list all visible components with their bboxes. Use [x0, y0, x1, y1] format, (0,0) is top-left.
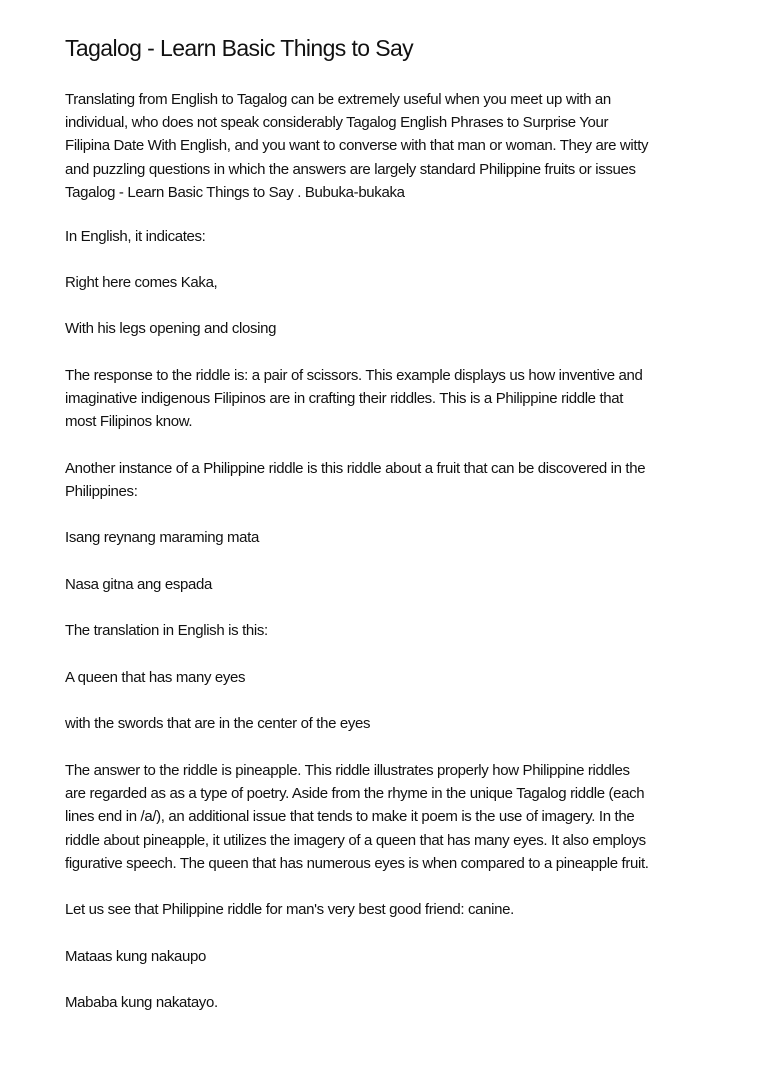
text-line: Let us see that Philippine riddle for man's very best good friend: canine. — [65, 901, 514, 918]
text-line: The translation in English is this: — [65, 622, 268, 639]
text-line: are regarded as as a type of poetry. Aside from the rhyme in the unique Tagalog riddle (each — [65, 785, 645, 803]
english-riddle-line-1 — [65, 666, 715, 689]
text-line: A queen that has many eyes — [65, 669, 246, 686]
text-line: With his legs opening and closing — [65, 320, 277, 337]
text-line: Mataas kung nakaupo — [65, 948, 206, 965]
dog-riddle-intro — [65, 898, 715, 921]
fruit-riddle-intro — [65, 457, 715, 503]
text-line: The answer to the riddle is pineapple. This riddle illustrates properly how Philippine riddles — [65, 762, 630, 779]
text-line: with the swords that are in the center of the eyes — [65, 715, 371, 732]
translation-heading — [65, 619, 715, 642]
tagalog-riddle-line-2 — [65, 573, 715, 596]
dog-riddle-line-2 — [65, 991, 715, 1014]
paragraph-in-english — [65, 225, 715, 248]
text-line: Tagalog - Learn Basic Things to Say . Bubuka-bukaka — [65, 183, 405, 201]
text-line: Translating from English to Tagalog can be extremely useful when you meet up with an — [65, 91, 611, 108]
text-line: Right here comes Kaka, — [65, 274, 218, 291]
text-line: lines end in /a/), an additional issue that tends to make it poem is the use of imagery. In the — [65, 808, 635, 826]
text-line: imaginative indigenous Filipinos are in crafting their riddles. This is a Philippine riddle that — [65, 390, 624, 408]
tagalog-riddle-line-1 — [65, 526, 715, 549]
text-line: Nasa gitna ang espada — [65, 576, 212, 593]
text-line: riddle about pineapple, it utilizes the imagery of a queen that has many eyes. It also employs — [65, 831, 646, 849]
text-line: Isang reynang maraming mata — [65, 529, 259, 546]
english-riddle-line-2 — [65, 712, 715, 735]
intro-paragraph — [65, 88, 715, 204]
text-line: Philippines: — [65, 483, 138, 501]
text-line: most Filipinos know. — [65, 413, 193, 431]
text-line: In English, it indicates: — [65, 228, 206, 245]
pineapple-paragraph — [65, 759, 715, 875]
document-title: Tagalog - Learn Basic Things to Say — [65, 35, 414, 61]
text-line: The response to the riddle is: a pair of scissors. This example displays us how inventive and — [65, 367, 643, 384]
text-line: Filipina Date With English, and you want to converse with that man or woman. They are witty — [65, 137, 649, 155]
dog-riddle-line-1 — [65, 945, 715, 968]
riddle-line-legs — [65, 317, 715, 340]
text-line: individual, who does not speak considerably Tagalog English Phrases to Surprise Your — [65, 114, 609, 132]
text-line: Another instance of a Philippine riddle is this riddle about a fruit that can be discovered in the — [65, 460, 646, 477]
text-line: and puzzling questions in which the answers are largely standard Philippine fruits or issues — [65, 160, 636, 178]
riddle-line-kaka — [65, 271, 715, 294]
text-line: Mababa kung nakatayo. — [65, 994, 218, 1011]
text-line: figurative speech. The queen that has numerous eyes is when compared to a pineapple fruit. — [65, 854, 649, 872]
scissors-paragraph — [65, 364, 715, 434]
